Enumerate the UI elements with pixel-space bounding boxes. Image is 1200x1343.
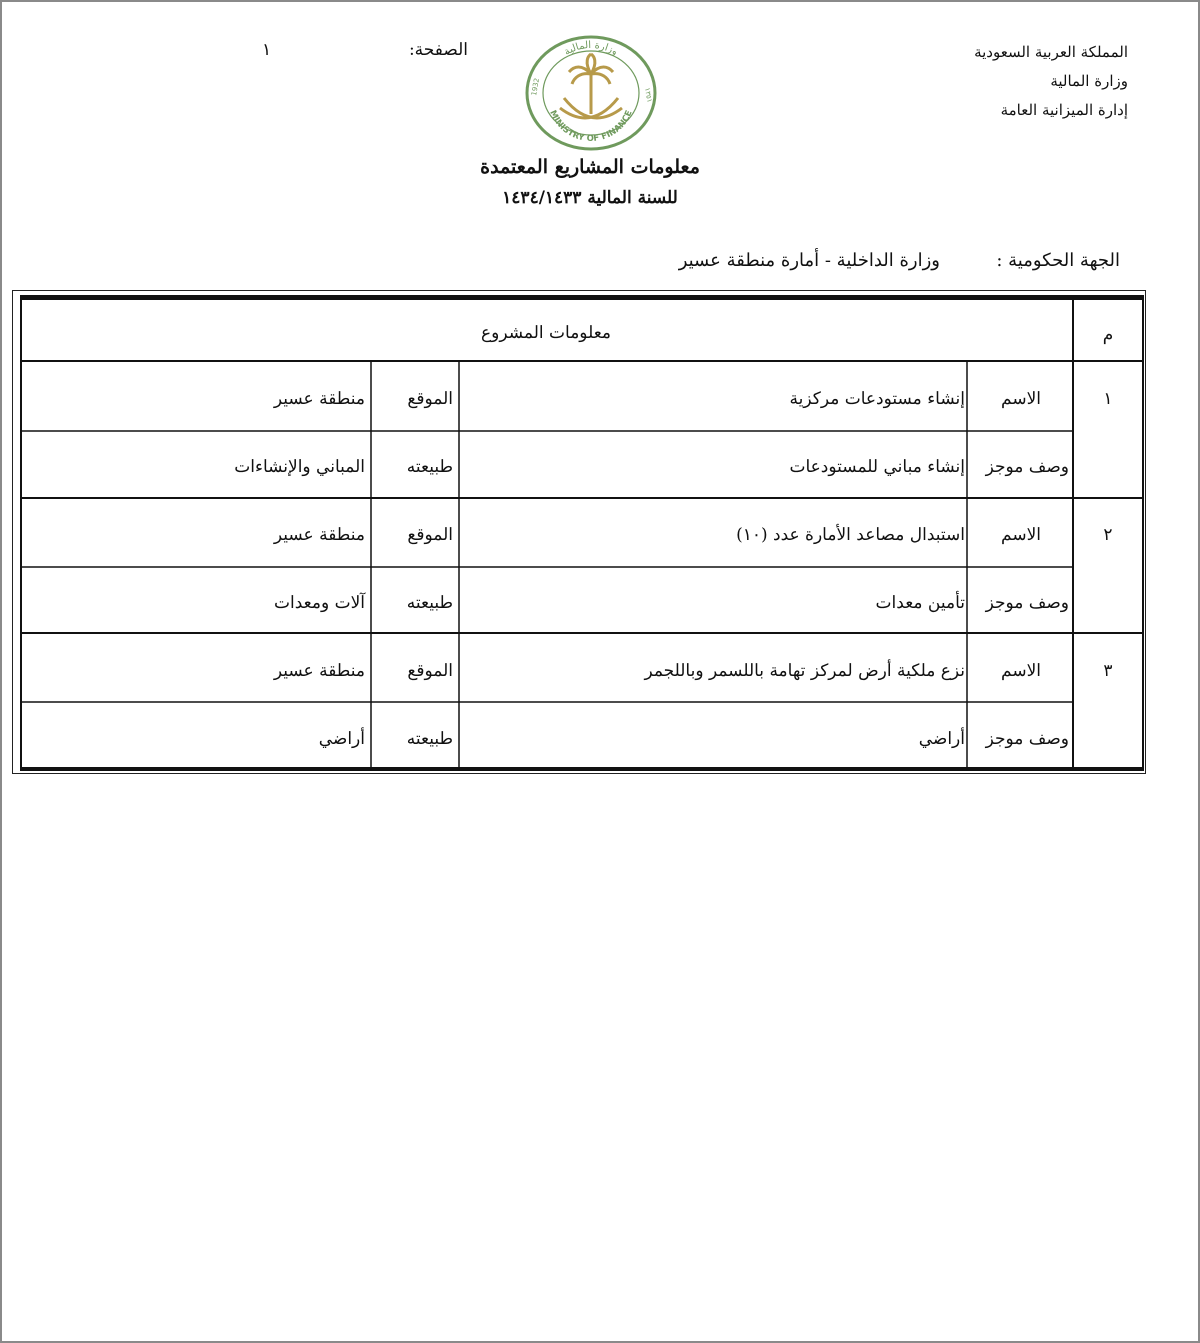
project-description: تأمين معدات [875,593,965,613]
name-label: الاسم [1001,525,1041,545]
svg-text:وزارة المالية: وزارة المالية [562,39,620,58]
report-title: معلومات المشاريع المعتمدة [480,156,700,178]
government-entity-label: الجهة الحكومية : [996,250,1120,271]
table-grid-lines [13,291,1147,775]
project-location: منطقة عسير [273,389,365,409]
svg-text:MINISTRY OF FINANCE: MINISTRY OF FINANCE [547,108,635,145]
project-name: نزع ملكية أرض لمركز تهامة باللسمر وباللجمر [644,661,965,681]
page-number: ١ [262,40,272,60]
project-name: إنشاء مستودعات مركزية [789,389,965,409]
government-entity-value: وزارة الداخلية - أمارة منطقة عسير [678,250,940,271]
row-number: ٣ [1103,661,1113,681]
project-nature: المباني والإنشاءات [234,457,365,477]
ministry-of-finance-seal-icon [524,34,658,152]
row-number: ١ [1103,389,1113,409]
fiscal-year-subtitle: للسنة المالية ١٤٣٤/١٤٣٣ [502,188,678,208]
department-name: إدارة الميزانية العامة [1000,101,1128,119]
description-label: وصف موجز [985,593,1069,613]
project-description: إنشاء مباني للمستودعات [789,457,965,477]
number-column-header: م [1102,325,1114,345]
svg-text:1932: 1932 [530,77,542,97]
location-label: الموقع [407,661,453,681]
letterhead [888,38,1128,125]
ministry-seal-logo [524,34,658,152]
description-label: وصف موجز [985,729,1069,749]
location-label: الموقع [407,525,453,545]
project-name: استبدال مصاعد الأمارة عدد (١٠) [736,525,965,545]
name-label: الاسم [1001,661,1041,681]
ministry-name: وزارة المالية [1050,72,1128,90]
description-label: وصف موجز [985,457,1069,477]
project-description: أراضي [918,729,965,749]
nature-label: طبيعته [406,457,453,477]
row-number: ٢ [1103,525,1113,545]
project-info-header: معلومات المشروع [480,323,612,343]
name-label: الاسم [1001,389,1041,409]
location-label: الموقع [407,389,453,409]
project-nature: أراضي [318,729,365,749]
project-nature: آلات ومعدات [274,593,365,613]
nature-label: طبيعته [406,729,453,749]
svg-text:١٣٥١: ١٣٥١ [643,86,654,104]
project-location: منطقة عسير [273,525,365,545]
country-name: المملكة العربية السعودية [974,43,1128,61]
projects-table [12,290,1146,774]
page-label: الصفحة: [408,40,468,60]
project-location: منطقة عسير [273,661,365,681]
nature-label: طبيعته [406,593,453,613]
